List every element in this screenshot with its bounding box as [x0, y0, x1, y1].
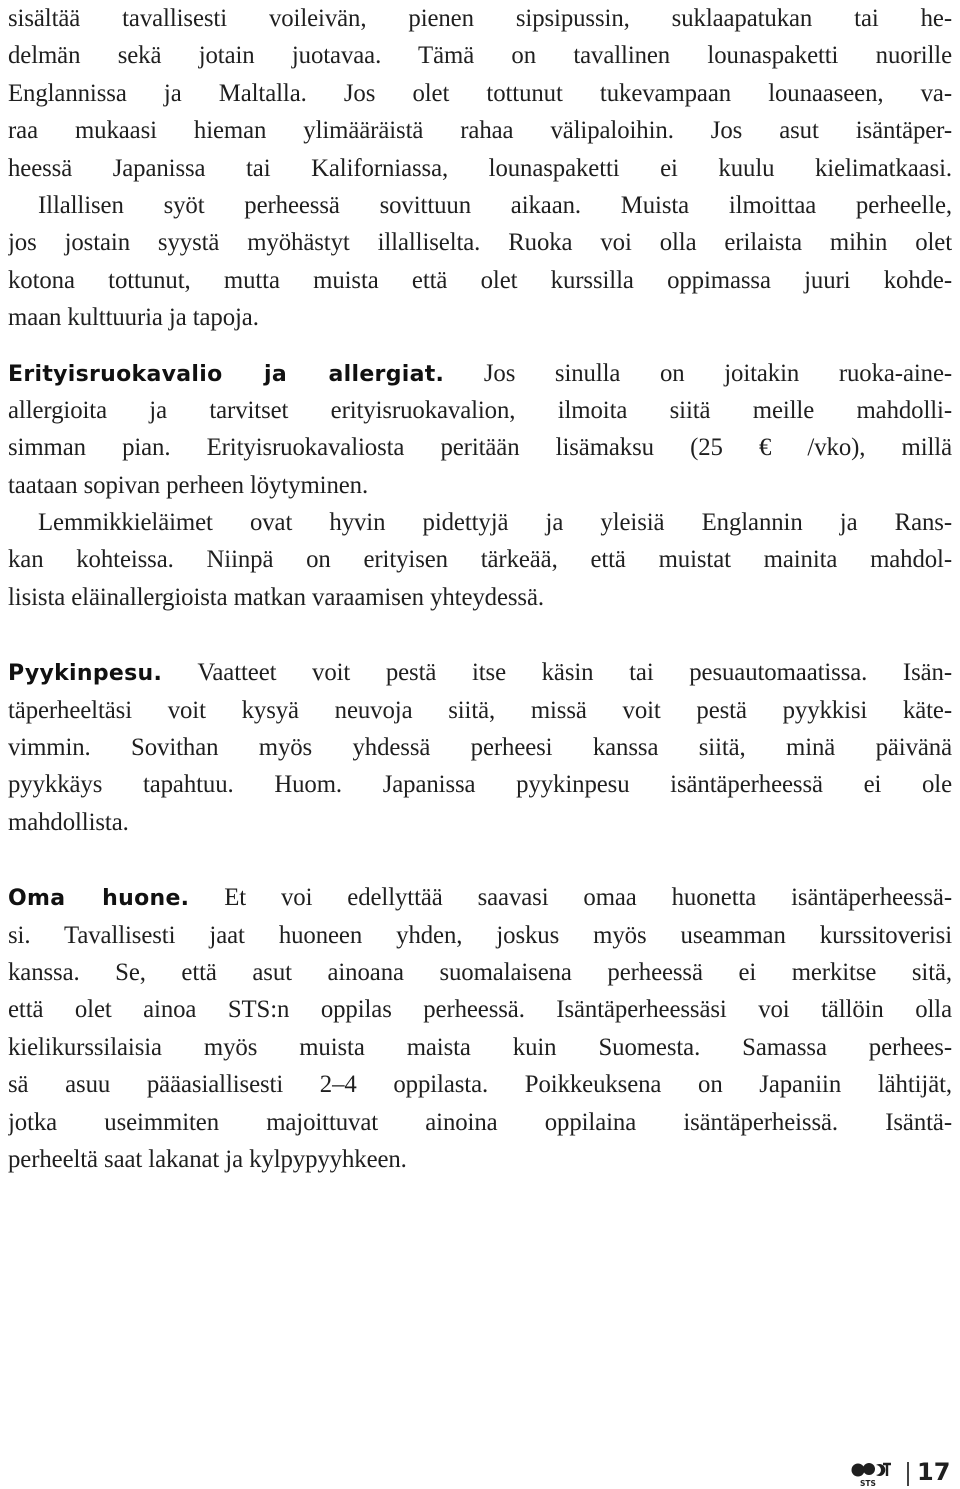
section-heading-laundry: Pyykinpesu.	[8, 661, 163, 687]
text-line: mahdollista.	[8, 808, 129, 836]
page-footer	[850, 1460, 952, 1486]
text-line: maan kulttuuria ja tapoja.	[8, 304, 259, 332]
text-line: delmän sekä jotain juotavaa. Tämä on tavallinen lounaspaketti nuorille	[8, 42, 952, 70]
text-run: Et voi edellyttää saavasi omaa huonetta isäntäperheessä-	[189, 884, 952, 912]
text-line: allergioita ja tarvitset erityisruokavalion, ilmoita siitä meille mahdolli-	[8, 396, 952, 424]
text-line: heessä Japanissa tai Kaliforniassa, lounaspaketti ei kuulu kielimatkaasi.	[8, 154, 952, 182]
logo-text: STS	[860, 1479, 876, 1487]
text-line: jotka useimmiten majoittuvat ainoina oppilaina isäntäperheissä. Isäntä-	[8, 1108, 952, 1136]
paragraph-dinner	[8, 187, 952, 337]
text-line: vimmin. Sovithan myös yhdessä perheesi kanssa siitä, minä päivänä	[8, 734, 952, 762]
text-line: Englannissa ja Maltalla. Jos olet tottunut tukevampaan lounaaseen, va-	[8, 79, 952, 107]
text-line: pyykkäys tapahtuu. Huom. Japanissa pyykinpesu isäntäperheessä ei ole	[8, 771, 952, 799]
text-line: raa mukaasi hieman ylimääräistä rahaa välipaloihin. Jos asut isäntäper-	[8, 117, 952, 145]
text-line: simman pian. Erityisruokavaliosta peritään lisämaksu (25 € /vko), millä	[8, 434, 952, 462]
paragraph-lunch	[8, 0, 952, 187]
text-line: sä asuu pääasiallisesti 2–4 oppilasta. Poikkeuksena on Japaniin lähtijät,	[8, 1071, 952, 1099]
text-line: lisista eläinallergioista matkan varaamisen yhteydessä.	[8, 583, 544, 611]
text-line: perheeltä saat lakanat ja kylpypyyhkeen.	[8, 1145, 407, 1173]
section-heading-allergies: Erityisruokavalio ja allergiat.	[8, 361, 445, 387]
body-text	[8, 0, 952, 1178]
text-line: täperheeltäsi voit kysyä neuvoja siitä, missä voit pestä pyykkisi käte-	[8, 696, 952, 724]
text-line: jos jostain syystä myöhästyt illalliselta. Ruoka voi olla erilaista mihin olet	[8, 229, 952, 257]
text-line	[8, 355, 952, 392]
text-line: että olet ainoa STS:n oppilas perheessä. Isäntäperheessäsi voi tällöin olla	[8, 996, 952, 1024]
text-run: Jos sinulla on joitakin ruoka-aine-	[444, 359, 952, 387]
text-line: si. Tavallisesti jaat huoneen yhden, joskus myös useamman kurssitoverisi	[8, 921, 952, 949]
text-line: kotona tottunut, mutta muista että olet kurssilla oppimassa juuri kohde-	[8, 266, 952, 294]
page-number: 17	[917, 1458, 951, 1486]
text-line: sisältää tavallisesti voileivän, pienen sipsipussin, suklaapatukan tai he-	[8, 5, 952, 32]
text-line	[8, 879, 952, 916]
section-laundry	[8, 654, 952, 841]
text-line: Lemmikkieläimet ovat hyvin pidettyjä ja yleisiä Englannin ja Rans-	[38, 509, 952, 537]
text-line	[8, 654, 952, 691]
text-line: kan kohteissa. Niinpä on erityisen tärkeää, että muistat mainita mahdol-	[8, 546, 952, 574]
sts-logo-icon	[850, 1461, 894, 1487]
text-line: Illallisen syöt perheessä sovittuun aikaan. Muista ilmoittaa perheelle,	[38, 191, 952, 219]
paragraph-pets	[8, 504, 952, 616]
section-heading-room: Oma huone.	[8, 886, 190, 912]
text-line: kielikurssilaisia myös muista maista kuin Suomesta. Samassa perhees-	[8, 1033, 952, 1061]
text-run: Vaatteet voit pestä itse käsin tai pesuautomaatissa. Isän-	[162, 659, 952, 687]
section-room	[8, 879, 952, 1178]
footer-divider	[907, 1462, 909, 1486]
text-line: taataan sopivan perheen löytyminen.	[8, 471, 369, 499]
section-allergies	[8, 355, 952, 505]
text-line: kanssa. Se, että asut ainoana suomalaisena perheessä ei merkitse sitä,	[8, 958, 952, 986]
